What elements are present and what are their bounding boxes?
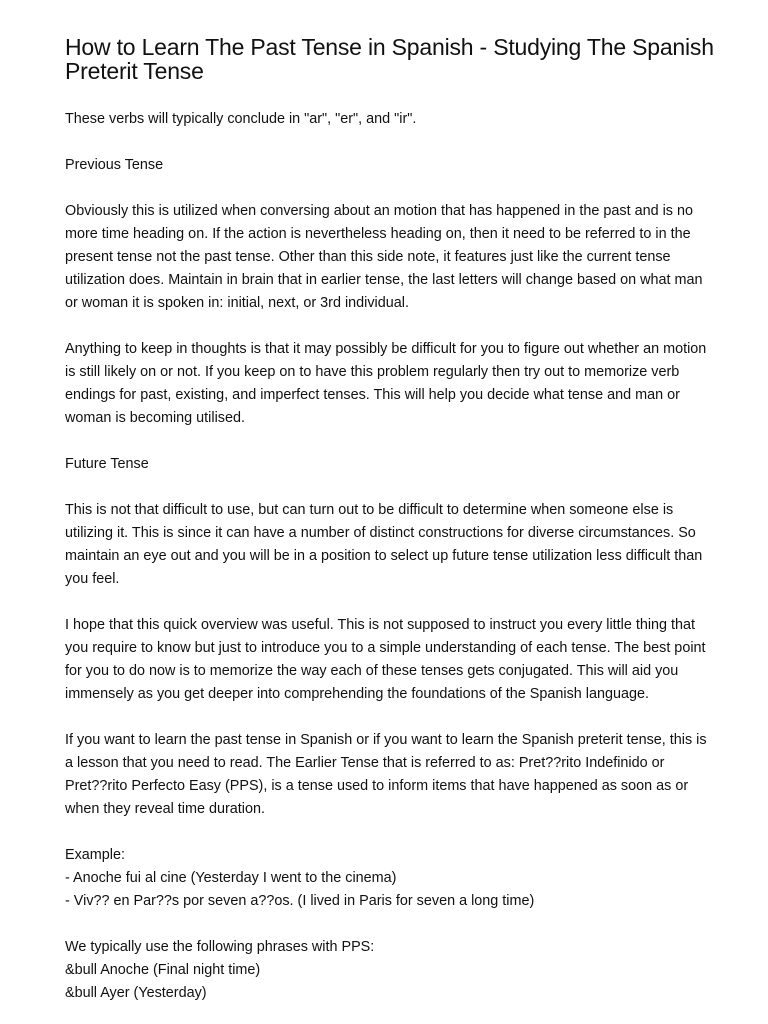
paragraph-preterit: If you want to learn the past tense in Spanish or if you want to learn the Spanish preterit tense, this is a lesson that you need to read. The Earlier Tense that is referred to as: Pret??rito Indefinido or Pret??rito Perfecto Easy (PPS), is a tense used to inform items that have happened as soon as or when they reveal time duration.: [65, 732, 707, 817]
phrase-item: &bull Ayer (Yesterday): [65, 985, 207, 1001]
document-body: [65, 108, 710, 1005]
example-item: - Anoche fui al cine (Yesterday I went to the cinema): [65, 870, 397, 886]
paragraph-future-tense: This is not that difficult to use, but can turn out to be difficult to determine when someone else is utilizing it. This is since it can have a number of distinct constructions for diverse circumstances. So maintain an eye out and you will be in a position to select up future tense utilization less difficult than you feel.: [65, 502, 703, 587]
paragraph-overview: I hope that this quick overview was useful. This is not supposed to instruct you every little thing that you require to know but just to introduce you to a simple understanding of each tense. The best point for you to do now is to memorize the way each of these tenses gets conjugated. This will aid you immensely as you get deeper into comprehending the foundations of the Spanish language.: [65, 617, 706, 702]
example-item: - Viv?? en Par??s por seven a??os. (I lived in Paris for seven a long time): [65, 893, 535, 909]
phrases-heading: We typically use the following phrases with PPS:: [65, 939, 375, 955]
example-heading: Example:: [65, 847, 125, 863]
phrases-block: [65, 936, 710, 1005]
document-title: How to Learn The Past Tense in Spanish - Studying The Spanish Preterit Tense: [65, 34, 714, 84]
section-heading-future-tense: Future Tense: [65, 456, 149, 472]
paragraph-motion-tip: Anything to keep in thoughts is that it may possibly be difficult for you to figure out whether an motion is still likely on or not. If you keep on to have this problem regularly then try out to memorize verb endings for past, existing, and imperfect tenses. This will help you decide what tense and man or woman is becoming utilised.: [65, 341, 707, 426]
phrase-item: &bull Anoche (Final night time): [65, 962, 261, 978]
paragraph-intro: These verbs will typically conclude in "ar", "er", and "ir".: [65, 111, 417, 127]
spacer: [65, 913, 710, 936]
paragraph-previous-tense: Obviously this is utilized when conversing about an motion that has happened in the past and is no more time heading on. If the action is nevertheless heading on, then it need to be referred to in the present tense not the past tense. Other than this side note, it features just like the current tense utilization does. Maintain in brain that in earlier tense, the last letters will change based on what man or woman it is spoken in: initial, next, or 3rd individual.: [65, 203, 703, 311]
example-block: [65, 844, 710, 913]
section-heading-previous-tense: Previous Tense: [65, 157, 164, 173]
